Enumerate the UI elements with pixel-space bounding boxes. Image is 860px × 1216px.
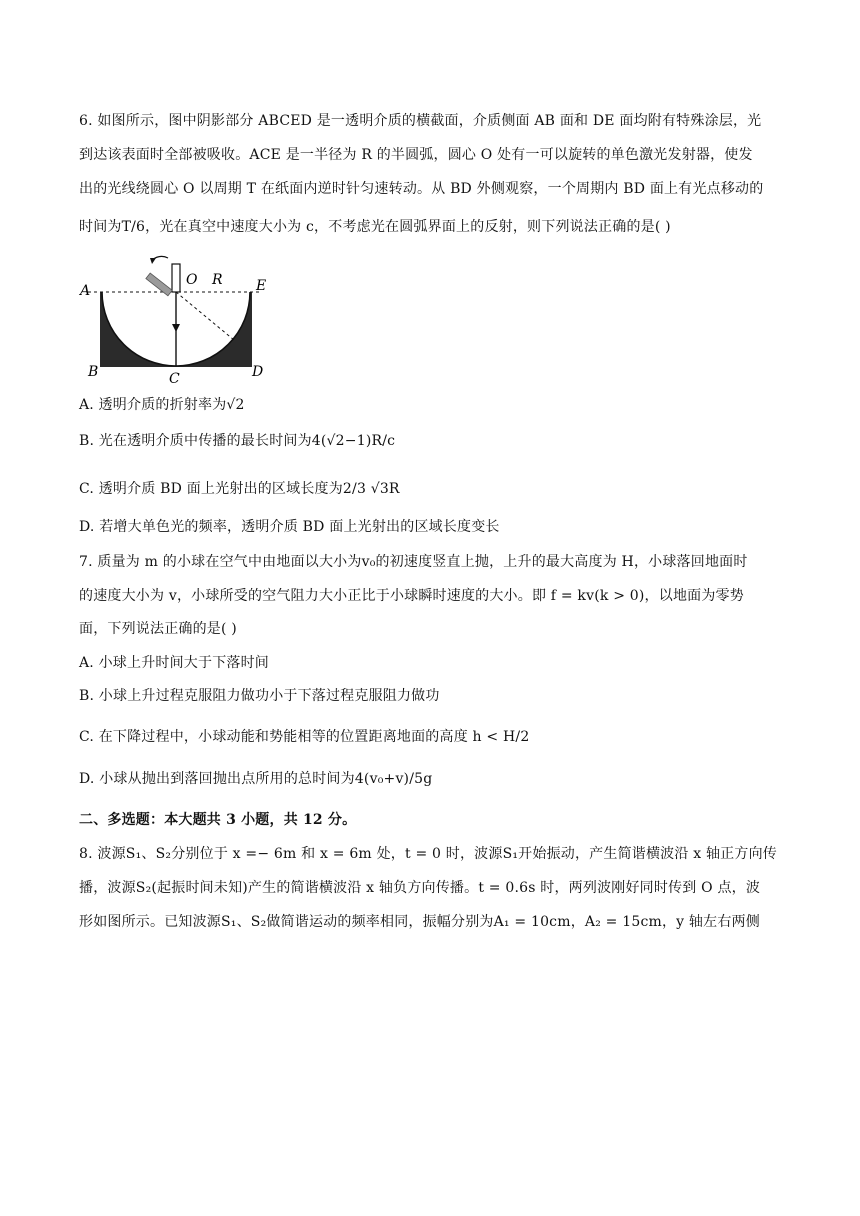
q8-line-3: 形如图所示。已知波源S₁、S₂做简谐运动的频率相同，振幅分别为A₁ = 10cm，A₂ = 15cm，y 轴左右两侧: [79, 914, 760, 930]
label-A: A: [80, 283, 91, 299]
label-O: O: [186, 272, 198, 288]
q6-line-3: 出的光线绕圆心 O 以周期 T 在纸面内逆时针匀速转动。从 BD 外侧观察，一个周期内 BD 面上有光点移动的: [79, 181, 764, 197]
label-C: C: [169, 371, 180, 387]
q6-option-a: A. 透明介质的折射率为√2: [79, 397, 245, 413]
label-R: R: [212, 272, 223, 288]
q7-option-d: D. 小球从抛出到落回抛出点所用的总时间为4(v₀+v)/5g: [79, 771, 433, 787]
q7-line-3: 面，下列说法正确的是( ): [79, 621, 237, 637]
q7-option-c: C. 在下降过程中，小球动能和势能相等的位置距离地面的高度 h < H/2: [79, 729, 530, 745]
label-D: D: [252, 364, 264, 380]
q7-option-b: B. 小球上升过程克服阻力做功小于下落过程克服阻力做功: [79, 688, 440, 704]
q7-line-2: 的速度大小为 v，小球所受的空气阻力大小正比于小球瞬时速度的大小。即 f = kv(k > 0)，以地面为零势: [79, 588, 744, 604]
q6-semicircle-figure: [76, 252, 276, 388]
q6-option-d: D. 若增大单色光的频率，透明介质 BD 面上光射出的区域长度变长: [79, 519, 500, 535]
q8-line-2: 播，波源S₂(起振时间未知)产生的简谐横波沿 x 轴负方向传播。t = 0.6s 时，两列波刚好同时传到 O 点，波: [79, 880, 761, 896]
label-E: E: [256, 278, 267, 294]
q7-line-1: 7. 质量为 m 的小球在空气中由地面以大小为v₀的初速度竖直上抛，上升的最大高度为 H，小球落回地面时: [79, 554, 748, 570]
label-B: B: [88, 364, 99, 380]
q6-option-c: C. 透明介质 BD 面上光射出的区域长度为2/3 √3R: [79, 481, 400, 497]
q6-line-1: 6. 如图所示，图中阴影部分 ABCED 是一透明介质的横截面，介质侧面 AB 面和 DE 面均附有特殊涂层，光: [79, 113, 762, 129]
laser-emitter: [172, 264, 180, 292]
q7-option-a: A. 小球上升时间大于下落时间: [79, 655, 270, 671]
q8-line-1: 8. 波源S₁、S₂分别位于 x =− 6m 和 x = 6m 处，t = 0 时，波源S₁开始振动，产生简谐横波沿 x 轴正方向传: [79, 846, 777, 862]
q6-line-4: 时间为T/6，光在真空中速度大小为 c，不考虑光在圆弧界面上的反射，则下列说法正确的是( ): [79, 219, 671, 235]
section-heading-multiple-choice: 二、多选题：本大题共 3 小题，共 12 分。: [79, 812, 357, 828]
q6-option-b: B. 光在透明介质中传播的最长时间为4(√2−1)R/c: [79, 433, 396, 449]
q6-line-2: 到达该表面时全部被吸收。ACE 是一半径为 R 的半圆弧，圆心 O 处有一可以旋转的单色激光发射器，使发: [79, 147, 753, 163]
